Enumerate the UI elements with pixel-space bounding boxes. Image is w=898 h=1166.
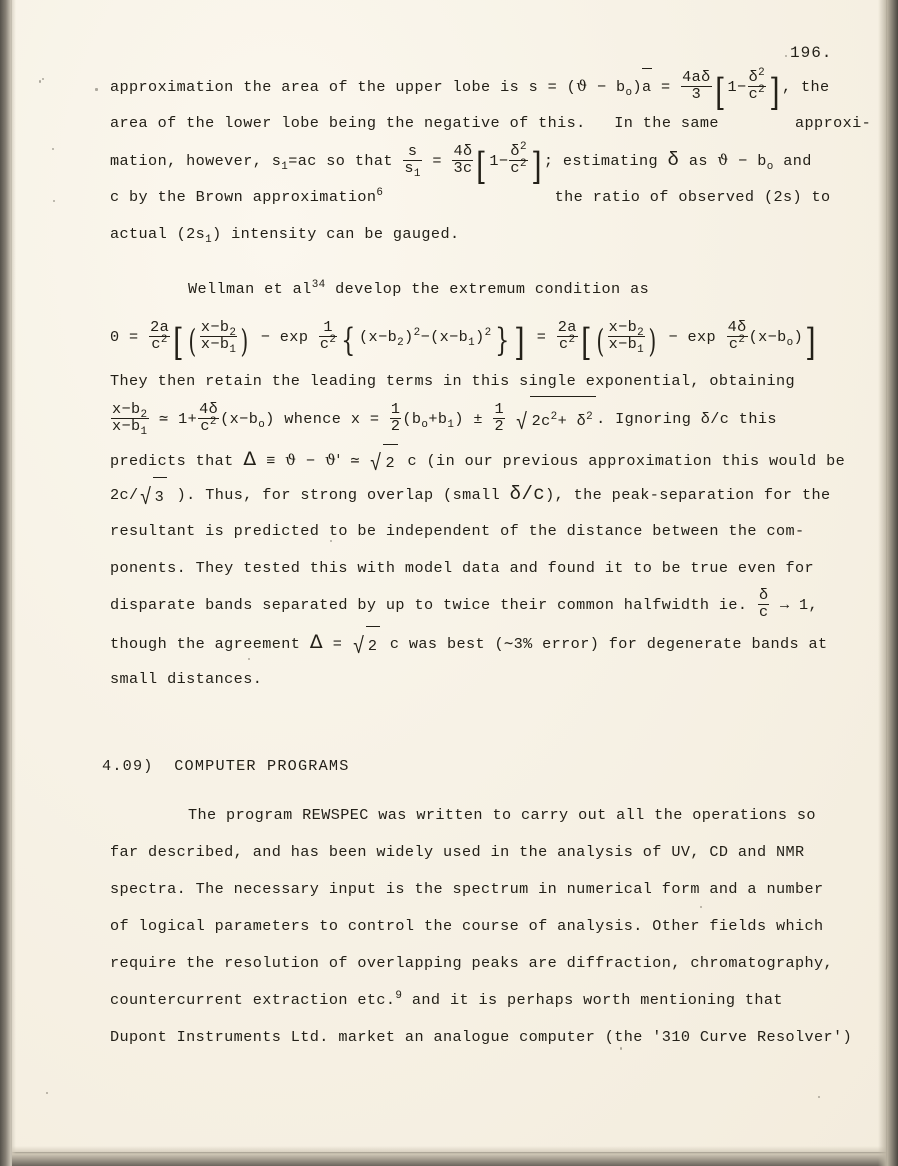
numerator: 4aδ — [682, 67, 711, 86]
text-run: area of the lower lobe being the negative of this. — [110, 114, 586, 132]
body-line — [110, 908, 898, 945]
superscript: 2 — [758, 66, 766, 79]
text-run: though the agreement — [110, 635, 310, 653]
text-run: ) — [793, 328, 804, 346]
numerator: s — [403, 144, 421, 161]
subscript: 1 — [637, 343, 645, 356]
radical-icon: √ — [352, 634, 365, 661]
square-root-2 — [352, 626, 381, 665]
text-run: c was best ( — [380, 635, 505, 653]
ratio-xb2-over-xb1 — [200, 317, 238, 356]
superscript: 2 — [568, 333, 576, 346]
radicand — [530, 396, 597, 444]
fraction-2a-over-c2 — [149, 317, 170, 353]
radical-icon: √ — [516, 409, 529, 436]
text-run: ) intensity can be gauged. — [212, 225, 460, 243]
numerator: 2a — [557, 317, 577, 336]
body-line — [110, 587, 898, 624]
body-line — [110, 797, 898, 834]
text-run: x−b — [200, 317, 230, 336]
denominator: c — [758, 602, 769, 621]
scan-speck — [42, 78, 44, 80]
scan-speck — [39, 80, 41, 83]
body-line: approximation the area of the upper lobe is $s = (ϑ - b_o)a$ = $\frac{4a\delta}{3}$ [ 1− $\frac{\delta^2}{c^2}$ ] , the — [110, 66, 830, 115]
text-run: of logical parameters to control the course of analysis. Other fields which — [110, 917, 824, 935]
body-line — [110, 366, 898, 396]
denominator: 2 — [494, 417, 504, 436]
page-bottom-edge — [12, 1146, 886, 1166]
body-line — [110, 105, 898, 142]
text-run: 2c/ — [110, 486, 139, 504]
denominator — [149, 333, 170, 353]
text-run: 1− — [489, 152, 509, 170]
c-symbol: c — [748, 84, 759, 103]
text-run: − — [296, 452, 325, 470]
square-root-2 — [369, 444, 398, 480]
scan-speck — [53, 200, 55, 202]
text-run: = — [527, 328, 556, 346]
c-symbol: c — [319, 334, 330, 353]
vartheta-symbol: ϑ — [717, 151, 729, 169]
text-run: x−b — [608, 334, 638, 353]
section-number: 4.09) — [102, 757, 154, 775]
ratio-xb2-over-xb1 — [111, 400, 149, 439]
delta-symbol: δ — [510, 141, 520, 160]
fraction-one-half — [390, 402, 402, 435]
subscript: o — [766, 161, 774, 174]
radical-icon: √ — [139, 485, 152, 512]
text-run: countercurrent extraction etc. — [110, 991, 396, 1009]
text-run: = — [651, 78, 681, 96]
radicand: 3 — [153, 477, 168, 516]
text-run: They then retain the leading terms in this single exponential, obtaining — [110, 372, 796, 390]
denominator — [608, 334, 646, 356]
subscript: 1 — [468, 337, 476, 350]
footnote-marker-6: 6 — [376, 186, 384, 199]
subscript: o — [258, 419, 266, 432]
text-run: − exp — [658, 328, 726, 346]
subscript: o — [421, 419, 429, 432]
text-run: small distances. — [110, 670, 263, 688]
capital-delta-symbol: Δ — [309, 631, 324, 653]
text-run: ponents. They tested this with model data and found it to be true even for — [110, 559, 815, 577]
text-run: x−b — [200, 334, 230, 353]
text-run: ) — [632, 78, 642, 96]
text-run: mation, however, s — [110, 152, 282, 170]
fraction-delta-over-c — [758, 585, 770, 621]
text-run: 2c — [531, 412, 551, 430]
text-run: x−b — [608, 317, 638, 336]
text-run: − b — [728, 152, 767, 170]
fraction-1-over-c2 — [319, 317, 337, 353]
body-line — [110, 550, 898, 587]
display-equation-extremum: 0 = $\frac{2a}{c^2}$ [ ( $\frac{x-b_2}{x-b_1}$ ) − exp $\frac{1}{c^2}$ { $(x-b_2)^2-(x-b_1)^2$} ] = $\frac{2a}{c^2}$ [ ( $\frac{x-b_2}{x-b_1}$ ) − exp $\frac{4\delta}{c^2}$ $(x-b_o)$] — [110, 317, 816, 365]
text-run: x−b — [112, 417, 141, 436]
text-run: Wellman et al — [188, 280, 312, 298]
text-run: . — [596, 410, 606, 429]
fraction-4delta-over-c2 — [727, 317, 748, 353]
body-line — [110, 476, 898, 513]
body-line — [110, 871, 898, 908]
scan-speck — [52, 148, 54, 150]
page-number: 196. — [790, 44, 833, 62]
radical-icon: √ — [370, 451, 383, 478]
section-heading — [102, 748, 898, 785]
text-run: predicts that — [110, 452, 244, 470]
ratio-xb2-over-xb1 — [608, 317, 646, 356]
denominator: 3 — [691, 84, 702, 103]
page-number-line — [110, 38, 898, 68]
text-run: require the resolution of overlapping peaks are diffraction, chromatography, — [110, 954, 834, 972]
denominator — [198, 415, 219, 436]
body-line — [110, 442, 898, 476]
approximately-symbol: ∼ — [504, 635, 514, 653]
text-run: 0 = — [110, 328, 149, 346]
page-body-text — [102, 38, 898, 1056]
text-run: − b — [587, 78, 626, 96]
text-run: ) — [265, 410, 275, 429]
superscript: 2 — [519, 157, 527, 170]
text-run: (x−b — [220, 410, 259, 429]
superscript: 2 — [413, 326, 421, 339]
body-line — [110, 661, 898, 698]
superscript: 2 — [160, 333, 168, 346]
text-run: (in our previous approximation this would be — [417, 452, 846, 470]
text-run: + δ — [557, 412, 587, 430]
delta-over-c: δ/c — [700, 410, 730, 429]
subscript: 1 — [447, 419, 455, 432]
a-bar: a — [642, 68, 652, 106]
text-run: approxi- — [795, 114, 872, 132]
text-run: c — [398, 452, 418, 470]
text-run: as — [679, 152, 718, 170]
binding-gutter-shadow — [0, 0, 16, 1166]
superscript: 2 — [209, 415, 217, 428]
superscript: 2 — [586, 410, 594, 423]
text-run: +b — [428, 410, 448, 429]
numerator: 4δ — [453, 141, 473, 160]
text-run: ≃ — [340, 452, 370, 470]
text-run: ). Thus, for strong overlap (small — [167, 486, 510, 504]
text-run: (x−b — [359, 328, 398, 346]
text-run: resultant is predicted to be independent of the distance between the com- — [110, 522, 805, 540]
radicand: 2 — [366, 626, 381, 665]
text-run: this — [729, 410, 777, 429]
fraction-4adelta-over-3 — [681, 67, 712, 103]
text-run: Ignoring — [605, 410, 701, 429]
numerator: 4δ — [727, 317, 747, 336]
denominator — [200, 334, 238, 356]
text-run: ), the peak-separation for the — [545, 486, 831, 504]
text-run: develop the extremum condition as — [325, 280, 650, 298]
delta-symbol: δ — [748, 67, 759, 86]
subscript: 1 — [413, 167, 421, 180]
radicand: 2 — [383, 444, 398, 480]
numerator: 1 — [390, 400, 401, 419]
subscript: 2 — [229, 326, 237, 339]
superscript: 2 — [329, 333, 337, 346]
c-symbol: c — [559, 334, 569, 353]
square-root-3 — [139, 477, 168, 516]
text-run: In the same — [614, 114, 719, 132]
body-line — [110, 834, 898, 871]
text-run: =ac so that — [288, 152, 403, 170]
text-run: disparate bands separated by up to twice their common halfwidth ie. — [110, 596, 757, 614]
text-run: ) — [454, 410, 464, 429]
denominator — [319, 333, 337, 353]
text-run: the ratio of observed (2s) to — [554, 188, 831, 206]
body-line — [110, 179, 898, 216]
text-run: spectra. The necessary input is the spectrum in numerical form and a number — [110, 880, 824, 898]
scan-speck — [818, 1096, 820, 1098]
text-run: 1− — [727, 78, 747, 96]
s-symbol: s — [404, 158, 414, 177]
fraction-4delta-over-c2 — [198, 402, 219, 435]
vartheta-symbol: ϑ — [576, 77, 588, 95]
text-run: (b — [402, 410, 422, 429]
body-line — [110, 945, 898, 982]
c-symbol: c — [510, 158, 520, 177]
text-run: − exp — [251, 328, 318, 346]
spacer-line — [110, 253, 898, 271]
citation-marker-34: 34 — [311, 278, 326, 291]
subscript: 2 — [397, 337, 405, 350]
spacer-line — [110, 785, 898, 797]
numerator: 1 — [319, 320, 337, 337]
denominator — [557, 333, 578, 353]
subscript: o — [786, 337, 794, 350]
denominator: 2 — [390, 417, 401, 436]
text-run: (x−b — [748, 328, 787, 346]
text-run: = — [422, 152, 452, 170]
body-line — [110, 216, 898, 253]
subscript: 1 — [205, 234, 213, 247]
subscript: 2 — [140, 409, 148, 422]
subscript: o — [625, 87, 633, 100]
body-line — [110, 513, 898, 550]
fraction-delta2-over-c2 — [509, 140, 527, 177]
body-line — [110, 271, 898, 308]
body-line: mation, however, $s_1=ac$ so that $\frac{s}{s_1}$ = $\frac{4\delta}{3c}$ [ 1− $\frac{\delta^2}{c^2}$ ] ; estimating δ as $ϑ - b_o$ and — [110, 140, 812, 189]
text-run: −(x−b — [420, 328, 469, 346]
fraction-2a-over-c2 — [557, 317, 578, 353]
numerator: 4δ — [199, 400, 219, 419]
footnote-marker-9: 9 — [395, 989, 403, 1002]
numerator: 1 — [494, 400, 504, 419]
text-run: ≡ — [256, 452, 286, 470]
superscript: 2 — [550, 410, 558, 423]
c-symbol: c — [728, 334, 739, 353]
text-run: actual (2s — [110, 225, 206, 243]
superscript: 2 — [758, 83, 766, 96]
denominator — [403, 158, 421, 180]
display-equation-approximation — [110, 396, 898, 442]
subscript: 1 — [229, 343, 237, 356]
text-run: ≃ 1+ — [149, 410, 198, 429]
numerator: 2a — [150, 317, 170, 336]
body-line — [110, 982, 898, 1019]
delta-over-c: δ/c — [509, 483, 546, 505]
text-run: whence x = — [274, 410, 389, 429]
text-run: , the — [781, 78, 830, 96]
text-run: ± — [463, 410, 493, 429]
text-run: approximation the area of the upper lobe is s = ( — [110, 78, 577, 96]
denominator — [111, 417, 149, 439]
fraction-delta2-over-c2 — [748, 66, 766, 103]
text-run: The program REWSPEC was written to carry out all the operations so — [188, 806, 816, 824]
text-run: Dupont Instruments Ltd. market an analogue computer (the '310 Curve Resolver') — [110, 1028, 853, 1046]
denominator — [727, 333, 748, 353]
spacer-line — [110, 698, 898, 748]
text-run: → 1, — [770, 596, 819, 614]
superscript: 2 — [484, 326, 492, 339]
fraction-4delta-over-3c — [452, 141, 473, 177]
subscript: 1 — [140, 426, 148, 439]
text-run: = — [323, 635, 352, 653]
superscript: 2 — [738, 333, 746, 346]
delta-symbol: δ — [667, 149, 680, 171]
vartheta-prime-symbol: ϑ' — [324, 451, 341, 469]
numerator: δ — [758, 585, 769, 604]
vartheta-symbol: ϑ — [285, 451, 297, 469]
scan-speck — [95, 88, 98, 91]
denominator — [509, 157, 527, 177]
body-line — [110, 1019, 898, 1056]
denominator: 3c — [453, 158, 473, 177]
subscript: 1 — [281, 161, 289, 174]
square-root-2c2-plus-delta2 — [515, 396, 596, 444]
text-run: far described, and has been widely used in the analysis of UV, CD and NMR — [110, 843, 805, 861]
section-title: COMPUTER PROGRAMS — [174, 757, 350, 775]
c-symbol: c — [151, 334, 161, 353]
text-run: c by the Brown approximation — [110, 188, 377, 206]
text-run: ; estimating — [543, 152, 668, 170]
c-symbol: c — [200, 417, 210, 436]
text-run: x−b — [112, 400, 141, 419]
fraction-s-over-s1 — [403, 141, 421, 180]
text-run: and it is perhaps worth mentioning that — [402, 991, 783, 1009]
capital-delta-symbol: Δ — [243, 448, 257, 470]
text-run: and — [773, 152, 812, 170]
subscript: 2 — [637, 326, 645, 339]
fraction-one-half — [493, 402, 505, 435]
body-line — [110, 624, 898, 661]
denominator — [748, 83, 766, 103]
text-run: 3% error) for degenerate bands at — [513, 635, 828, 653]
scan-speck — [46, 1092, 48, 1094]
superscript: 2 — [519, 140, 527, 153]
